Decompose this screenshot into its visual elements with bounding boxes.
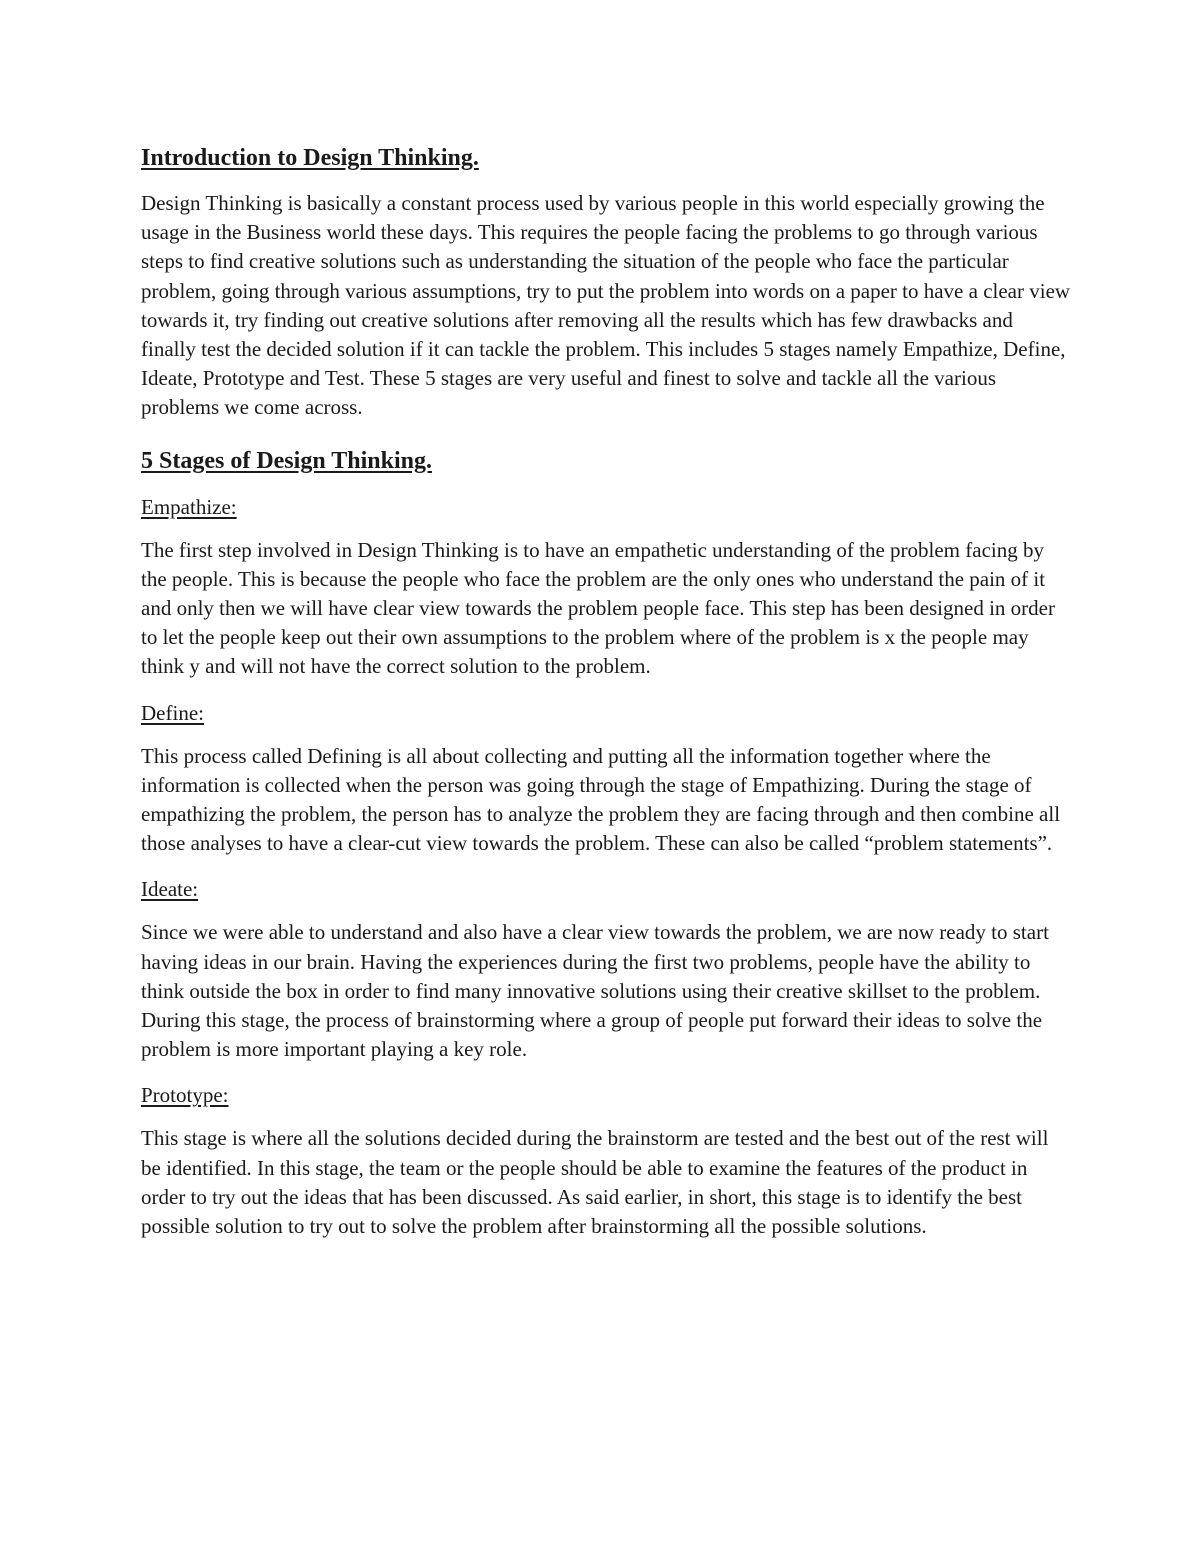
prototype-paragraph: This stage is where all the solutions decided during the brainstorm are tested and the best out of the rest will be identified. In this stage, the team or the people should be able to examine the features of the product in order to try out the ideas that has been discussed. As said earlier, in short, this stage is to identify the best possible solution to try out to solve the problem after brainstorming all the possible solutions. [141,1126,1049,1239]
intro-paragraph: Design Thinking is basically a constant process used by various people in this world especially growing the usage in the Business world these days. This requires the people facing the problems to go through various steps to find creative solutions such as understanding the situation of the people who face the particular problem, going through various assumptions, try to put the problem into words on a paper to have a clear view towards it, try finding out creative solutions after removing all the results which has few drawbacks and finally test the decided solution if it can tackle the problem. This includes 5 stages namely Empathize, Define, Ideate, Prototype and Test. These 5 stages are very useful and finest to solve and tackle all the various problems we come across. [141,191,1071,420]
define-paragraph: This process called Defining is all about collecting and putting all the information together where the information is collected when the person was going through the stage of Empathizing. During the stage of empathizing the problem, the person has to analyze the problem they are facing through and then combine all those analyses to have a clear-cut view towards the problem. These can also be called “problem statements”. [141,743,1061,856]
empathize-title: Empathize: [141,494,237,519]
ideate-title: Ideate: [141,877,199,902]
prototype-title: Prototype: [141,1083,229,1108]
document-content [141,138,1071,1257]
empathize-paragraph: The first step involved in Design Thinking is to have an empathetic understanding of the problem facing by the people. This is because the people who face the problem are the only ones who understand the pain of it and only then we will have clear view towards the problem people face. This step has been designed in order to let the people keep out their own assumptions to the problem where of the problem is x the people may think y and will not have the correct solution to the problem. [141,537,1055,679]
define-title: Define: [141,700,204,725]
intro-heading: Introduction to Design Thinking. [141,145,479,171]
stages-heading: 5 Stages of Design Thinking. [141,447,432,474]
ideate-paragraph: Since we were able to understand and also have a clear view towards the problem, we are now ready to start having ideas in our brain. Having the experiences during the first two problems, people have the ability to think outside the box in order to find many innovative solutions using their creative skillset to the problem. During this stage, the process of brainstorming where a group of people put forward their ideas to solve the problem is more important playing a key role. [141,920,1049,1062]
